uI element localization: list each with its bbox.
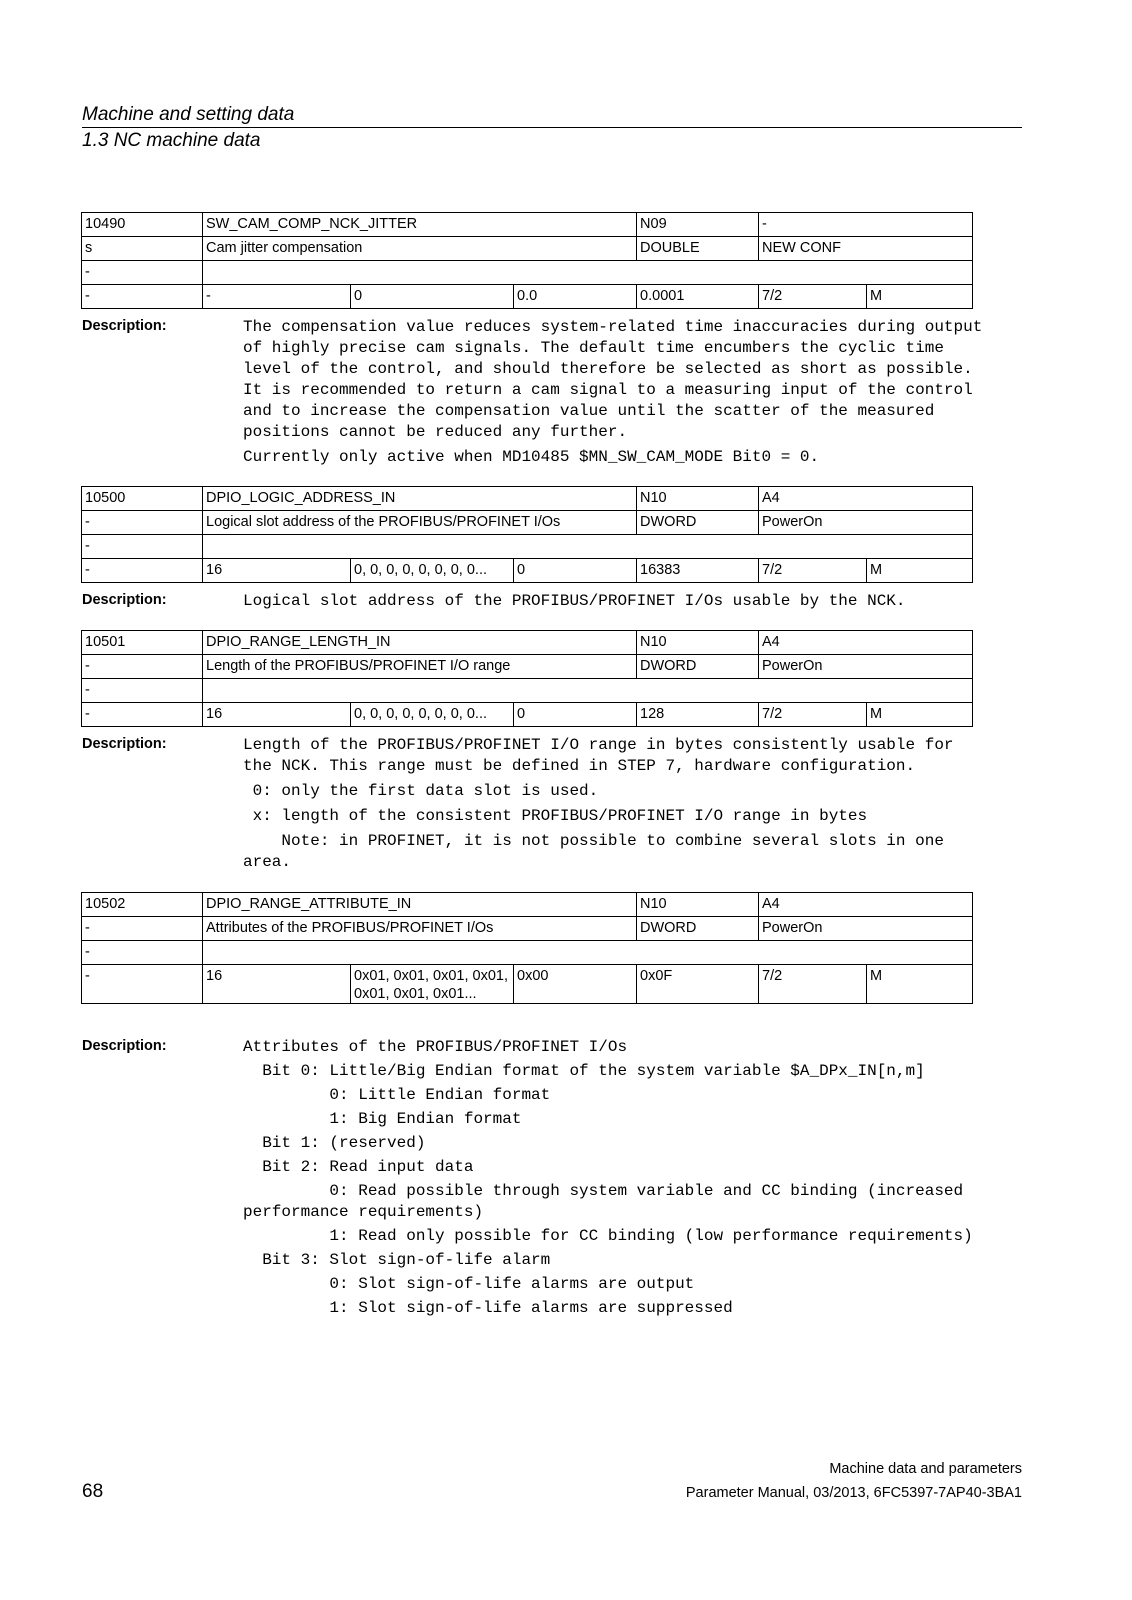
param-group: N10 xyxy=(637,487,759,511)
param-protection: 7/2 xyxy=(759,559,867,583)
param-table-10500 xyxy=(81,486,973,583)
description-paragraph: Bit 3: Slot sign-of-life alarm xyxy=(243,1251,551,1269)
description-paragraph: x: length of the consistent PROFIBUS/PROFINET I/O range in bytes xyxy=(243,807,868,825)
param-reference: - xyxy=(759,213,973,237)
param-class: M xyxy=(867,965,973,1004)
param-max: 0.0001 xyxy=(637,285,759,309)
param-name: DPIO_RANGE_ATTRIBUTE_IN xyxy=(203,893,637,917)
description-text-10501 xyxy=(243,735,1033,873)
param-default: 0x01, 0x01, 0x01, 0x01, 0x01, 0x01, 0x01... xyxy=(351,965,514,1004)
param-type: DWORD xyxy=(637,511,759,535)
param-unit: s xyxy=(82,237,203,261)
param-name: SW_CAM_COMP_NCK_JITTER xyxy=(203,213,637,237)
param-activation: PowerOn xyxy=(759,655,973,679)
param-system: - xyxy=(82,703,203,727)
param-protection: 7/2 xyxy=(759,965,867,1004)
param-max: 128 xyxy=(637,703,759,727)
param-dimension: 16 xyxy=(203,703,351,727)
param-type: DWORD xyxy=(637,655,759,679)
param-unit: - xyxy=(82,917,203,941)
description-paragraph: Attributes of the PROFIBUS/PROFINET I/Os xyxy=(243,1038,628,1056)
param-reference: A4 xyxy=(759,893,973,917)
description-paragraph: 0: Read possible through system variable and CC binding (increased performance requirements) xyxy=(243,1182,964,1221)
description-paragraph: 1: Slot sign-of-life alarms are suppressed xyxy=(243,1299,733,1317)
param-row3-empty xyxy=(203,941,973,965)
param-system: - xyxy=(82,965,203,1004)
param-unit: - xyxy=(82,511,203,535)
param-default: 0 xyxy=(351,285,514,309)
param-table-10490 xyxy=(81,212,973,309)
param-dimension: 16 xyxy=(203,965,351,1004)
param-title: Logical slot address of the PROFIBUS/PROFINET I/Os xyxy=(203,511,637,535)
param-max: 16383 xyxy=(637,559,759,583)
description-paragraph: Logical slot address of the PROFIBUS/PROFINET I/Os usable by the NCK. xyxy=(243,592,906,610)
description-paragraph: Bit 1: (reserved) xyxy=(243,1134,426,1152)
param-system: - xyxy=(82,285,203,309)
param-min: 0 xyxy=(514,703,637,727)
param-reference: A4 xyxy=(759,487,973,511)
param-title: Attributes of the PROFIBUS/PROFINET I/Os xyxy=(203,917,637,941)
param-row3-cell: - xyxy=(82,679,203,703)
description-paragraph: Currently only active when MD10485 $MN_SW_CAM_MODE Bit0 = 0. xyxy=(243,448,820,466)
description-paragraph: Note: in PROFINET, it is not possible to combine several slots in one area. xyxy=(243,832,944,871)
description-label: Description: xyxy=(82,1038,167,1054)
param-class: M xyxy=(867,285,973,309)
param-type: DOUBLE xyxy=(637,237,759,261)
param-number: 10490 xyxy=(82,213,203,237)
param-row3-cell: - xyxy=(82,261,203,285)
description-label: Description: xyxy=(82,592,167,608)
footer-title: Machine data and parameters xyxy=(829,1461,1022,1477)
page-number: 68 xyxy=(82,1481,104,1502)
description-text-10500 xyxy=(243,591,1033,612)
param-row3-cell: - xyxy=(82,535,203,559)
description-paragraph: 0: Slot sign-of-life alarms are output xyxy=(243,1275,695,1293)
param-row3-empty xyxy=(203,679,973,703)
description-paragraph: 0: only the first data slot is used. xyxy=(243,782,599,800)
description-text-10490 xyxy=(243,317,1033,468)
param-activation: PowerOn xyxy=(759,511,973,535)
chapter-title: Machine and setting data xyxy=(82,104,295,125)
param-protection: 7/2 xyxy=(759,285,867,309)
description-paragraph: 1: Big Endian format xyxy=(243,1110,522,1128)
param-unit: - xyxy=(82,655,203,679)
param-row3-cell: - xyxy=(82,941,203,965)
param-title: Length of the PROFIBUS/PROFINET I/O range xyxy=(203,655,637,679)
param-system: - xyxy=(82,559,203,583)
param-default: 0, 0, 0, 0, 0, 0, 0, 0... xyxy=(351,559,514,583)
param-title: Cam jitter compensation xyxy=(203,237,637,261)
footer-manual: Parameter Manual, 03/2013, 6FC5397-7AP40-3BA1 xyxy=(685,1485,1022,1501)
param-reference: A4 xyxy=(759,631,973,655)
param-dimension: 16 xyxy=(203,559,351,583)
param-activation: PowerOn xyxy=(759,917,973,941)
param-min: 0 xyxy=(514,559,637,583)
param-name: DPIO_RANGE_LENGTH_IN xyxy=(203,631,637,655)
description-paragraph: Bit 0: Little/Big Endian format of the system variable $A_DPx_IN[n,m] xyxy=(243,1062,925,1080)
description-label: Description: xyxy=(82,318,167,334)
description-paragraph: The compensation value reduces system-related time inaccuracies during output of highly precise cam signals. The default time encumbers the cyclic time level of the control, and should therefore be selected as short as possible. It is recommended to return a cam signal to a measuring input of the control and to increase the compensation value until the scatter of the measured positions cannot be reduced any further. xyxy=(243,318,983,441)
param-max: 0x0F xyxy=(637,965,759,1004)
param-table-10501 xyxy=(81,630,973,727)
param-min: 0.0 xyxy=(514,285,637,309)
description-label: Description: xyxy=(82,736,167,752)
param-number: 10500 xyxy=(82,487,203,511)
description-paragraph: 0: Little Endian format xyxy=(243,1086,551,1104)
param-protection: 7/2 xyxy=(759,703,867,727)
param-group: N10 xyxy=(637,893,759,917)
description-paragraph: 1: Read only possible for CC binding (low performance requirements) xyxy=(243,1227,973,1245)
param-activation: NEW CONF xyxy=(759,237,973,261)
param-row3-empty xyxy=(203,261,973,285)
param-min: 0x00 xyxy=(514,965,637,1004)
param-number: 10501 xyxy=(82,631,203,655)
param-type: DWORD xyxy=(637,917,759,941)
param-number: 10502 xyxy=(82,893,203,917)
description-paragraph: Length of the PROFIBUS/PROFINET I/O range in bytes consistently usable for the NCK. This range must be defined in STEP 7, hardware configuration. xyxy=(243,736,954,775)
section-title: 1.3 NC machine data xyxy=(82,130,261,151)
description-text-10502 xyxy=(243,1037,1033,1319)
param-group: N10 xyxy=(637,631,759,655)
param-class: M xyxy=(867,559,973,583)
param-dimension: - xyxy=(203,285,351,309)
param-default: 0, 0, 0, 0, 0, 0, 0, 0... xyxy=(351,703,514,727)
param-group: N09 xyxy=(637,213,759,237)
param-row3-empty xyxy=(203,535,973,559)
param-class: M xyxy=(867,703,973,727)
param-name: DPIO_LOGIC_ADDRESS_IN xyxy=(203,487,637,511)
header-rule xyxy=(82,127,1022,128)
param-table-10502 xyxy=(81,892,973,1004)
description-paragraph: Bit 2: Read input data xyxy=(243,1158,474,1176)
